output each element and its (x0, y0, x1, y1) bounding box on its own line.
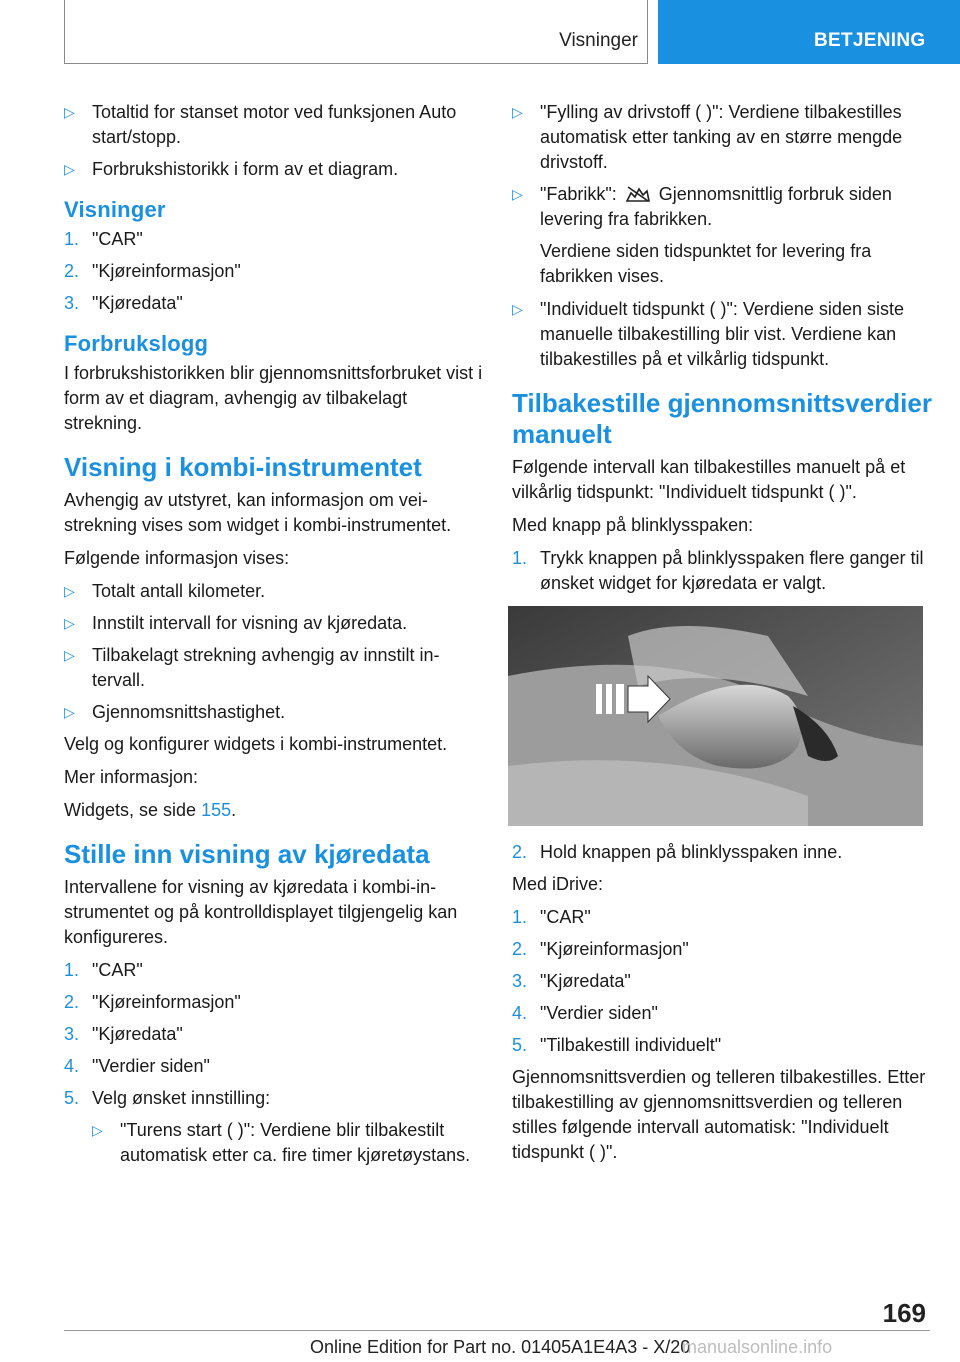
turn-signal-stalk-photo (508, 606, 923, 826)
paragraph: Gjennomsnittsverdien og telleren tilbakestilles. Etter tilbakestilling av gjennomsnittsverdien og telleren stilles følgende intervall automatisk: "Individuelt tidspunkt ( )". (512, 1067, 926, 1162)
list-item: 2. "Kjøreinformasjon" (512, 939, 689, 959)
footer-divider (64, 1330, 930, 1331)
page-link[interactable]: 155 (201, 800, 232, 820)
triangle-right-icon: ▷ (64, 583, 75, 599)
triangle-right-icon: ▷ (512, 301, 523, 317)
list-item: ▷ Totaltid for stanset motor ved funksjonen Auto start/stopp. (64, 100, 484, 150)
list-item: 3. "Kjøredata" (512, 971, 631, 991)
sub-list-item: ▷ "Turens start ( )": Verdiene blir tilbakestilt automatisk etter ca. fire timer kjøretøystans. (64, 1118, 484, 1168)
triangle-right-icon: ▷ (64, 615, 75, 631)
triangle-right-icon: ▷ (64, 104, 75, 120)
list-item: ▷ "Fylling av drivstoff ( )": Verdiene tilbakestilles automatisk etter tanking av en større mengde drivstoff. (512, 100, 932, 175)
list-item: 2. Hold knappen på blinklysspaken inne. (512, 842, 843, 862)
list-item: ▷ "Individuelt tidspunkt ( )": Verdiene siden siste manuelle tilbakestilling blir vist. Verdiene kan tilbakestilles på et vilkårlig tidspunkt. (512, 297, 932, 372)
heading-forbrukslogg: Forbrukslogg (64, 331, 209, 356)
heading-kombi-instrument: Visning i kombi-instrumentet (64, 452, 422, 482)
list-item: 5. Velg ønsket innstilling: (64, 1088, 271, 1108)
list-item: ▷ Forbrukshistorikk i form av et diagram. (64, 157, 484, 182)
widgets-reference: Widgets, se side 155. (64, 800, 237, 820)
paragraph: Avhengig av utstyret, kan informasjon om veistrekning vises som widget i kombi-instrumentet. (64, 490, 452, 535)
right-column (512, 100, 932, 1173)
list-item: 4. "Verdier siden" (512, 1003, 658, 1023)
paragraph: I forbrukshistorikken blir gjennomsnittsforbruket vist i form av et diagram, avhengig av tilbakelagt strekning. (64, 363, 483, 433)
paragraph: Mer informasjon: (64, 767, 199, 787)
triangle-right-icon: ▷ (64, 647, 75, 663)
list-item: ▷ Innstilt intervall for visning av kjøredata. (64, 611, 484, 636)
list-item: ▷ Gjennomsnittshastighet. (64, 700, 484, 725)
list-item: 4. "Verdier siden" (64, 1056, 210, 1076)
paragraph: Følgende informasjon vises: (64, 548, 290, 568)
list-item: 5. "Tilbakestill individuelt" (512, 1035, 722, 1055)
list-item: 2. "Kjøreinformasjon" (64, 992, 241, 1012)
list-item: 2. "Kjøreinformasjon" (64, 261, 241, 281)
triangle-right-icon: ▷ (92, 1122, 103, 1138)
list-item: ▷ Totalt antall kilometer. (64, 579, 484, 604)
page-number: 169 (882, 1298, 926, 1328)
paragraph: Intervallene for visning av kjøredata i kombi-instrumentet og på kontrolldisplayet tilgjengelig kan konfigureres. (64, 877, 458, 947)
watermark: manualsonline.info (682, 1337, 833, 1357)
paragraph: Følgende intervall kan tilbakestilles manuelt på et vilkårlig tidspunkt: "Individuelt tidspunkt ( )". (512, 457, 906, 502)
footer-edition: Online Edition for Part no. 01405A1E4A3 - X/20 (310, 1337, 691, 1357)
list-item: 1. "CAR" (512, 907, 591, 927)
list-item: 1. "CAR" (64, 229, 143, 249)
list-item: 3. "Kjøredata" (64, 1024, 183, 1044)
paragraph: Verdiene siden tidspunktet for levering fra fabrikken vises. (540, 241, 872, 286)
triangle-right-icon: ▷ (64, 704, 75, 720)
triangle-right-icon: ▷ (512, 186, 523, 202)
header-section-title: Visninger (559, 30, 638, 51)
heading-stille-inn: Stille inn visning av kjøredata (64, 839, 430, 869)
triangle-right-icon: ▷ (512, 104, 523, 120)
paragraph: Velg og konfigurer widgets i kombi-instrumentet. (64, 734, 448, 754)
list-item: ▷ "Fabrikk": Gjennomsnittlig forbruk siden levering fra fabrikken. (512, 182, 932, 232)
heading-tilbakestille: Tilbakestille gjennomsnittsverdier manuelt (512, 388, 932, 449)
triangle-right-icon: ▷ (64, 161, 75, 177)
list-item: ▷ Tilbakelagt strekning avhengig av innstilt intervall. (64, 643, 484, 693)
list-item: 1. "CAR" (64, 960, 143, 980)
list-item: 3. "Kjøredata" (64, 293, 183, 313)
factory-icon (625, 185, 651, 203)
heading-visninger: Visninger (64, 197, 166, 222)
header-chapter-tab: BETJENING (658, 0, 960, 64)
list-item: 1. Trykk knappen på blinklysspaken flere ganger til ønsket widget for kjøredata er valgt. (512, 548, 924, 593)
paragraph: Med knapp på blinklysspaken: (512, 515, 754, 535)
paragraph: Med iDrive: (512, 874, 604, 894)
left-column (64, 100, 484, 1175)
